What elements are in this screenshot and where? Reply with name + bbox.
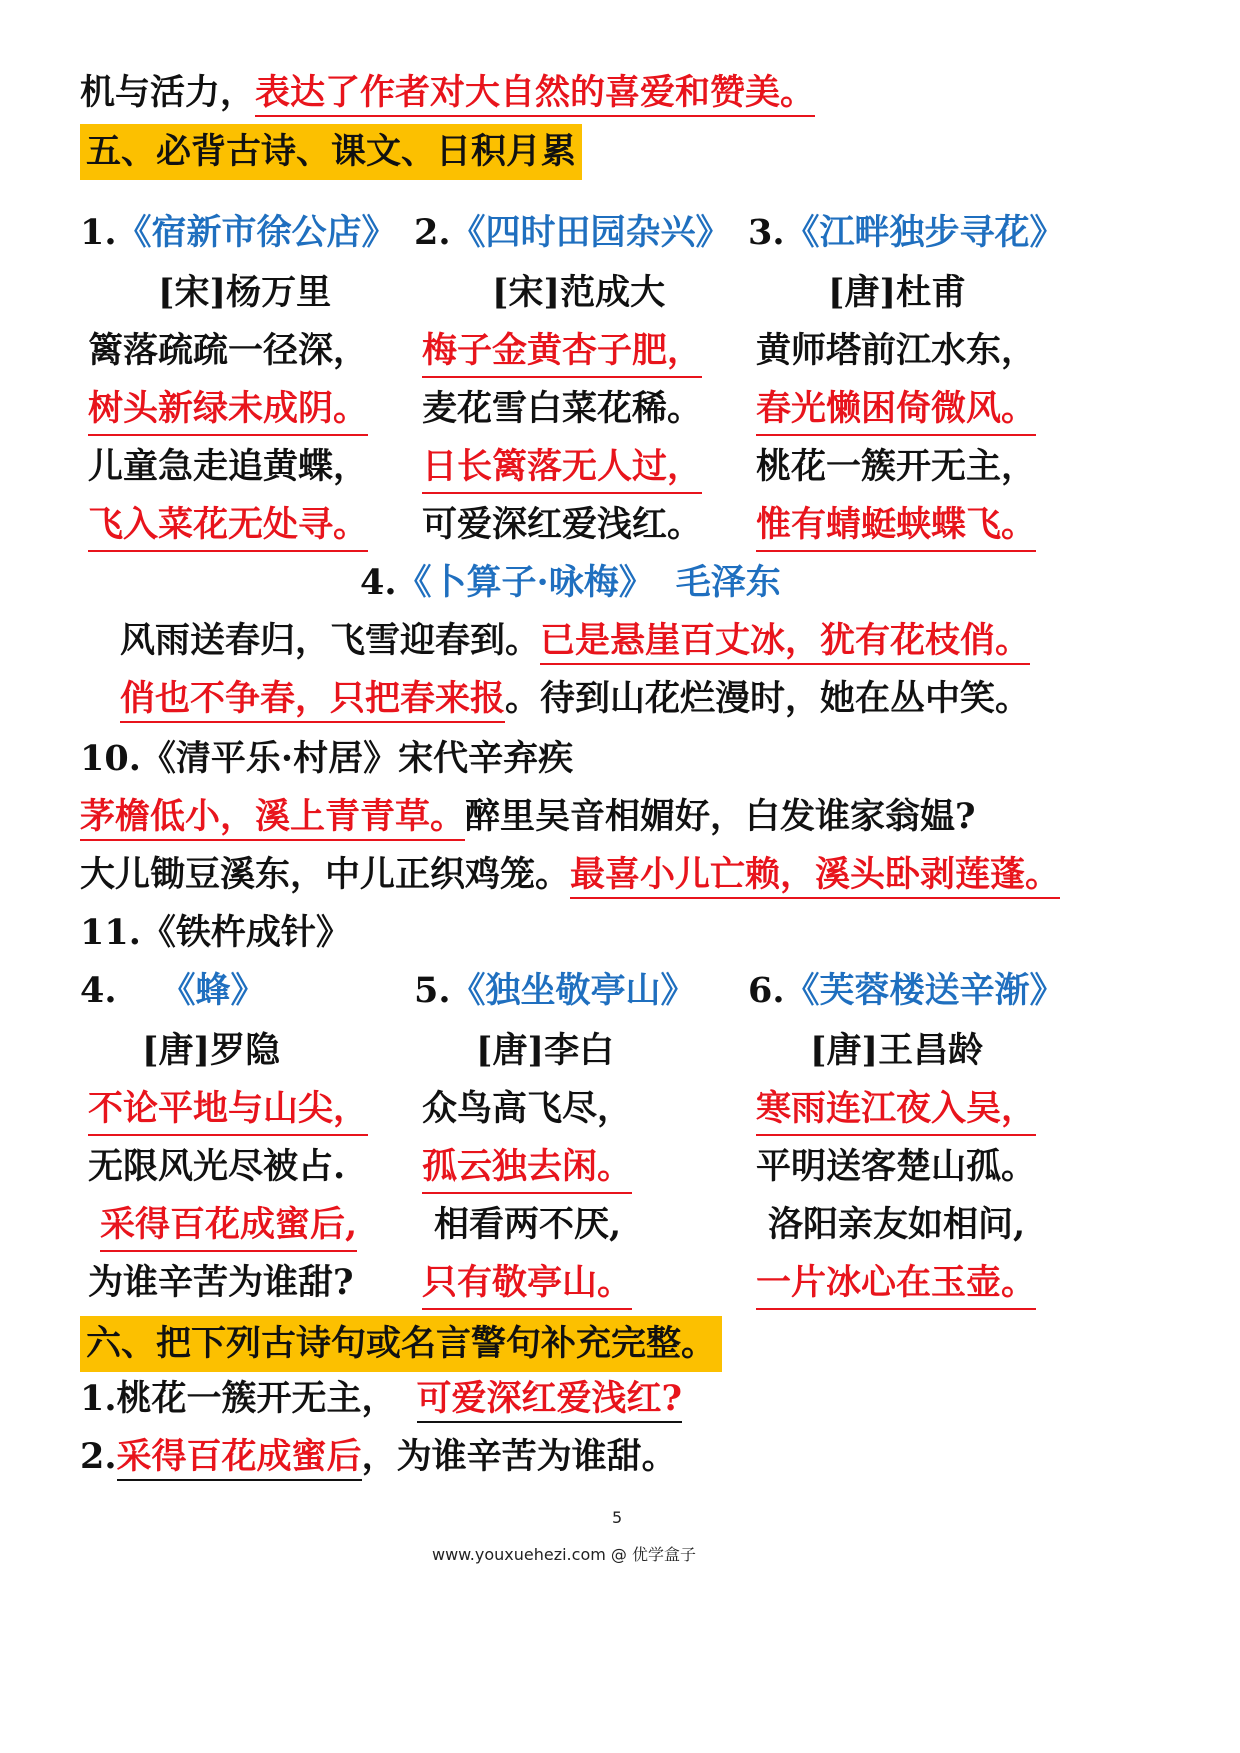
poem-author: [唐]李白 (476, 1030, 615, 1071)
poem4-title: 《卜算子·咏梅》 (396, 562, 654, 603)
item-11: 11.《铁杵成针》 (80, 912, 351, 953)
poem-line: 采得百花成蜜后, (100, 1202, 357, 1252)
poem10-line-2: 大儿锄豆溪东，中儿正织鸡笼。最喜小儿亡赖，溪头卧剥莲蓬。 (80, 852, 1060, 898)
poem-title-line: 2.《四时田园杂兴》 (414, 212, 731, 253)
poem-title: 《宿新市徐公店》 (116, 212, 397, 253)
poem-line: 飞入菜花无处寻。 (88, 502, 368, 552)
poem-author: [唐]罗隐 (142, 1030, 281, 1071)
poem-line: 只有敬亭山。 (422, 1260, 632, 1310)
poem-title: 《芙蓉楼送辛渐》 (784, 970, 1065, 1011)
poem-line: 黄师塔前江水东， (756, 330, 1037, 371)
poem-line: 众鸟高飞尽， (422, 1088, 633, 1129)
poem-line: 梅子金黄杏子肥， (422, 328, 702, 378)
poem-line: 不论平地与山尖， (88, 1086, 368, 1136)
poem-line: 平明送客楚山孤。 (756, 1146, 1037, 1187)
intro-text: 机与活力， (80, 72, 256, 113)
poem-title-line: 6.《芙蓉楼送辛渐》 (748, 970, 1065, 1011)
intro-answer: 表达了作者对大自然的喜爱和赞美。 (255, 72, 815, 117)
footer-site: www.youxuehezi.com @ 优学盒子 (432, 1545, 696, 1564)
poem-line: 相看两不厌, (434, 1204, 622, 1245)
poem-title: 《四时田园杂兴》 (450, 212, 731, 253)
section6-heading: 六、把下列古诗句或名言警句补充完整。 (80, 1316, 722, 1372)
poem10-line-1: 茅檐低小，溪上青青草。醉里吴音相媚好，白发谁家翁媪? (80, 794, 976, 840)
poem-line: 孤云独去闲。 (422, 1144, 632, 1194)
fill-q1-answer: 可爱深红爱浅红? (417, 1378, 683, 1423)
poem-title-line: 1.《宿新市徐公店》 (80, 212, 397, 253)
poem-author: [唐]王昌龄 (810, 1030, 984, 1071)
poem-line: 为谁辛苦为谁甜? (88, 1262, 354, 1303)
poem-line: 一片冰心在玉壶。 (756, 1260, 1036, 1310)
poem-line: 桃花一簇开无主， (756, 446, 1037, 487)
fill-q2-answer: 采得百花成蜜后 (117, 1436, 362, 1481)
poem-line: 洛阳亲友如相问, (768, 1204, 1026, 1245)
poem-title: 《江畔独步寻花》 (784, 212, 1065, 253)
poem-author: [唐]杜甫 (828, 272, 967, 313)
poem-title-line: 4. 《蜂》 (80, 970, 266, 1011)
poem4-line-2: 俏也不争春，只把春来报。待到山花烂漫时，她在丛中笑。 (120, 676, 1030, 722)
poem-author: [宋]杨万里 (158, 272, 332, 313)
intro-line (80, 70, 815, 116)
poem-line: 日长篱落无人过， (422, 444, 702, 494)
poem-line: 儿童急走追黄蝶， (88, 446, 369, 487)
poem4-line-1: 风雨送春归，飞雪迎春到。已是悬崖百丈冰，犹有花枝俏。 (120, 618, 1030, 664)
poem4-author: 毛泽东 (675, 562, 781, 603)
poem-author: [宋]范成大 (492, 272, 666, 313)
page-number: 5 (612, 1508, 623, 1527)
poem-line: 可爱深红爱浅红。 (422, 504, 703, 545)
fill-q1: 1.桃花一簇开无主， 可爱深红爱浅红? (80, 1376, 682, 1422)
poem-line: 寒雨连江夜入吴， (756, 1086, 1036, 1136)
poem4-title-line: 4.《卜算子·咏梅》 毛泽东 (360, 562, 781, 603)
poem10-header: 10.《清平乐·村居》宋代辛弃疾 (80, 738, 574, 779)
poem-title: 《蜂》 (160, 970, 266, 1011)
poem-line: 春光懒困倚微风。 (756, 386, 1036, 436)
section5-heading: 五、必背古诗、课文、日积月累 (80, 124, 582, 180)
fill-q2: 2.采得百花成蜜后，为谁辛苦为谁甜。 (80, 1434, 677, 1480)
poem-title-line: 3.《江畔独步寻花》 (748, 212, 1065, 253)
poem-line: 麦花雪白菜花稀。 (422, 388, 703, 429)
poem-title-line: 5.《独坐敬亭山》 (414, 970, 696, 1011)
poem-line: 篱落疏疏一径深， (88, 330, 369, 371)
poem-line: 无限风光尽被占. (88, 1146, 346, 1187)
poem-line: 惟有蜻蜓蛱蝶飞。 (756, 502, 1036, 552)
poem-title: 《独坐敬亭山》 (450, 970, 696, 1011)
poem-line: 树头新绿未成阴。 (88, 386, 368, 436)
